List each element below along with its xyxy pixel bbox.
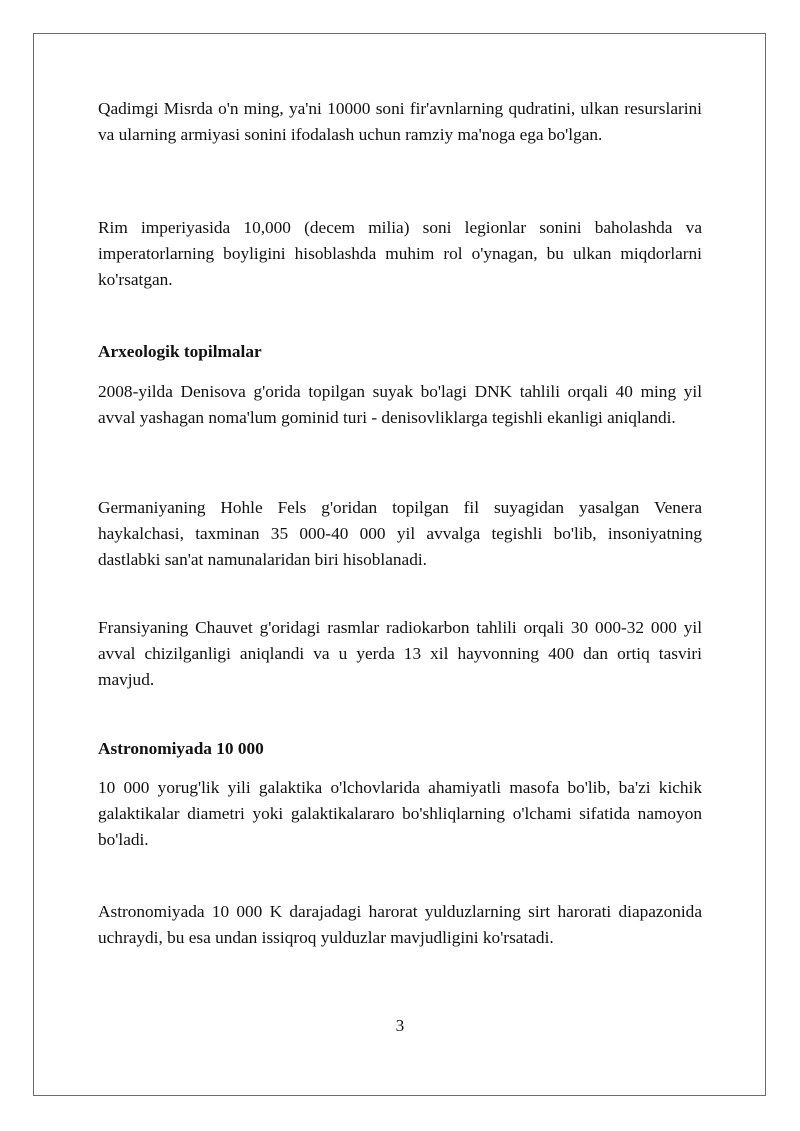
paragraph-denisova: 2008-yilda Denisova g'orida topilgan suyak bo'lagi DNK tahlili orqali 40 ming yil avval yashagan noma'lum gominid turi - denisovliklarga tegishli ekanligi aniqlandi. <box>98 382 702 427</box>
page-number: 3 <box>395 1016 405 1035</box>
heading-archaeological-finds: Arxeologik topilmalar <box>98 342 262 361</box>
heading-astronomy: Astronomiyada 10 000 <box>98 739 264 758</box>
paragraph-rome: Rim imperiyasida 10,000 (decem milia) soni legionlar sonini baholashda va imperatorlarning boyligini hisoblashda muhim rol o'ynagan, bu ulkan miqdorlarni ko'rsatgan. <box>98 218 702 289</box>
paragraph-light-years: 10 000 yorug'lik yili galaktika o'lchovlarida ahamiyatli masofa bo'lib, ba'zi kichik galaktikalar diametri yoki galaktikalararo bo'shliqlarning o'lchami sifatida namoyon bo'ladi. <box>98 778 702 849</box>
paragraph-egypt: Qadimgi Misrda o'n ming, ya'ni 10000 soni fir'avnlarning qudratini, ulkan resurslarini va ularning armiyasi sonini ifodalash uchun ramziy ma'noga ega bo'lgan. <box>98 99 702 144</box>
paragraph-temperature: Astronomiyada 10 000 K darajadagi harorat yulduzlarning sirt harorati diapazonida uchraydi, bu esa undan issiqroq yulduzlar mavjudligini ko'rsatadi. <box>98 902 702 947</box>
paragraph-hohle-fels: Germaniyaning Hohle Fels g'oridan topilgan fil suyagidan yasalgan Venera haykalchasi, taxminan 35 000-40 000 yil avvalga tegishli bo'lib, insoniyatning dastlabki san'at namunalaridan biri hisoblanadi. <box>98 498 702 569</box>
paragraph-chauvet: Fransiyaning Chauvet g'oridagi rasmlar radiokarbon tahlili orqali 30 000-32 000 yil avval chizilganligi aniqlandi va u yerda 13 xil hayvonning 400 dan ortiq tasviri mavjud. <box>98 618 702 689</box>
